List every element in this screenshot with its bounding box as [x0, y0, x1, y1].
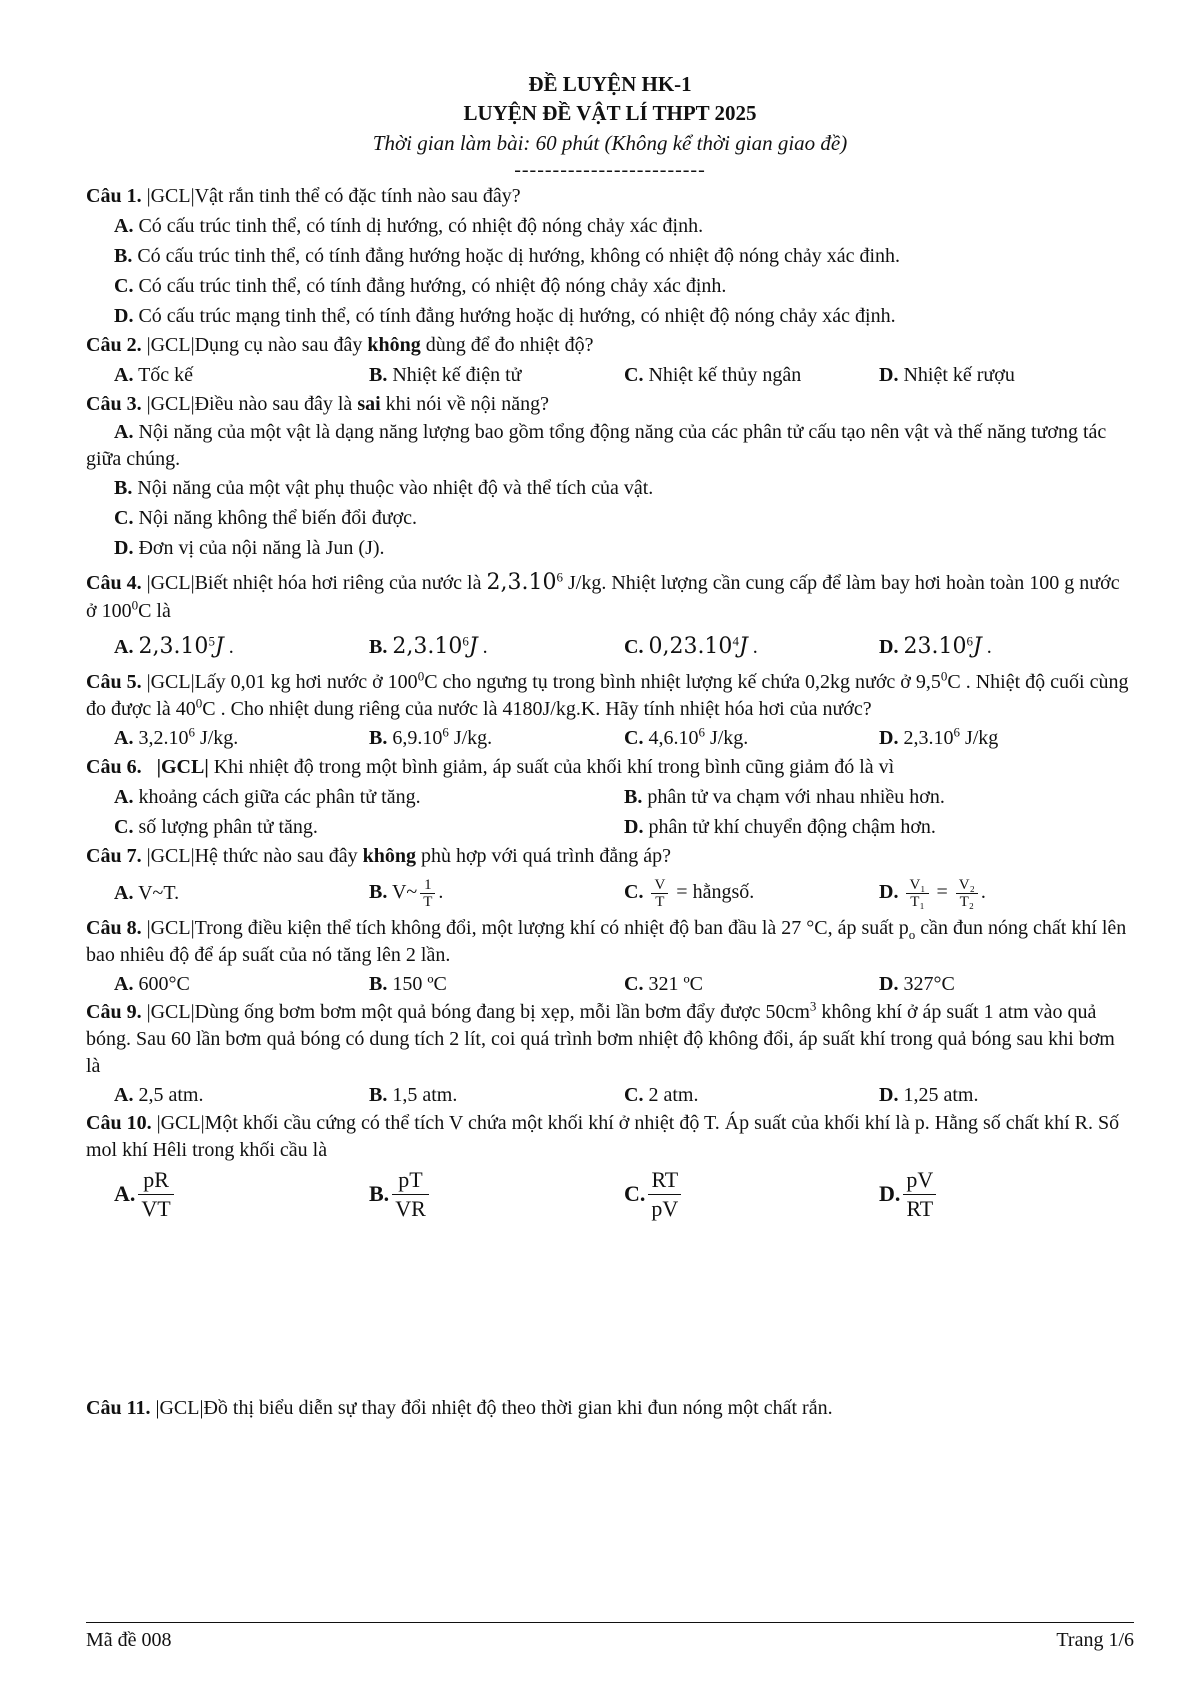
- q8-option-c: C. 321 ºC: [624, 973, 703, 995]
- q5-options: [114, 723, 1134, 753]
- q2-option-d: D. Nhiệt kế rượu: [879, 364, 1015, 386]
- exam-code: Mã đề 008: [86, 1629, 172, 1651]
- q8-option-b: B. 150 ºC: [369, 973, 447, 995]
- question-5: Câu 5. |GCL|Lấy 0,01 kg hơi nước ở $100^0C$ cho ngưng tụ trong bình nhiệt lượng kế chứa 0,2kg nước ở $9,5^0C$ . Nhiệt độ cuối cùng đo được là $40^0C$ . Cho nhiệt dung riêng của nước là 4180J/kg.K. Hãy tính nhiệt hóa hơi của nước?: [86, 668, 1129, 720]
- q10-option-a: A. $\frac{pR}{VT}$: [114, 1166, 369, 1223]
- q4-option-c: C. 0,23.10$^4$J .: [624, 633, 758, 659]
- q4-option-a: A. 2,3.10$^5$J .: [114, 633, 234, 659]
- q2-option-c: C. Nhiệt kế thủy ngân: [624, 364, 802, 386]
- q6-options-row2: [114, 812, 1134, 842]
- q8-option-a: A. 600°C: [114, 973, 190, 995]
- q1-option-b: B. Có cấu trúc tinh thể, có tính đẳng hướng hoặc dị hướng, không có nhiệt độ nóng chảy xác đinh.: [114, 245, 901, 267]
- q4-option-b: B. 2,3.10$^6$J .: [369, 633, 488, 659]
- q5-option-c: C. 4,6.10$^6$ J/kg.: [624, 724, 749, 749]
- page-footer: [86, 1622, 1134, 1655]
- q2-option-b: B. Nhiệt kế điện tử: [369, 364, 522, 386]
- question-7: Câu 7. |GCL|Hệ thức nào sau đây không phù hợp với quá trình đẳng áp?: [86, 845, 671, 867]
- q5-option-a: A. 3,2.10$^6$ J/kg.: [114, 724, 239, 749]
- q9-option-a: A. 2,5 atm.: [114, 1084, 204, 1106]
- q9-options: [114, 1080, 1134, 1110]
- exam-title: ĐỀ LUYỆN HK-1: [528, 72, 692, 96]
- q6-option-a: A. khoảng cách giữa các phân tử tăng.: [114, 786, 421, 808]
- q7-c-fraction: $\frac{V}{T}$: [651, 877, 668, 910]
- q7-option-c: C. $\frac{V}{T}$ = hằngsố.: [624, 876, 755, 910]
- q3-option-c: C. Nội năng không thể biến đổi được.: [114, 507, 418, 529]
- q9-option-d: D. 1,25 atm.: [879, 1084, 979, 1106]
- q4-options: [114, 625, 1134, 669]
- q5-option-b: B. 6,9.10$^6$ J/kg.: [369, 724, 493, 749]
- q10-c-fraction: $\frac{RT}{pV}$: [648, 1166, 681, 1223]
- q7-option-a: A. V~T.: [114, 882, 180, 904]
- question-8: Câu 8. |GCL|Trong điều kiện thể tích không đổi, một lượng khí có nhiệt độ ban đầu là 27 °C, áp suất $p_o$ cần đun nóng chất khí lên bao nhiêu độ để áp suất của nó tăng lên 2 lần.: [86, 917, 1127, 966]
- q6-option-b: B. phân tử va chạm với nhau nhiều hơn.: [624, 786, 945, 808]
- q9-option-b: B. 1,5 atm.: [369, 1084, 458, 1106]
- exam-page: [86, 70, 1134, 1423]
- q8-options: [114, 969, 1134, 999]
- q10-options: [114, 1164, 1134, 1224]
- q7-b-fraction: $\frac{1}{T}$: [420, 877, 435, 910]
- exam-header: [86, 70, 1134, 182]
- q10-b-fraction: $\frac{pT}{VR}$: [392, 1166, 429, 1223]
- q7-option-d: D. $\frac{\text{V₁}}{\text{T₁}}$ = $\frac{\text{V₂}}{\text{T₂}}$ .: [879, 876, 986, 910]
- q6-option-d: D. phân tử khí chuyển động chậm hơn.: [624, 816, 936, 838]
- question-4: Câu 4. |GCL|Biết nhiệt hóa hơi riêng của nước là 2,3.10$^6$ J/kg. Nhiệt lượng cần cung cấp để làm bay hơi hoàn toàn 100 g nước ở $100^0C$ là: [86, 569, 1120, 622]
- q2-options: [114, 360, 1134, 390]
- q10-option-d: D. $\frac{pV}{RT}$: [879, 1166, 1134, 1223]
- q3-option-b: B. Nội năng của một vật phụ thuộc vào nhiệt độ và thể tích của vật.: [114, 477, 654, 499]
- question-6: Câu 6. |GCL| Khi nhiệt độ trong một bình giảm, áp suất của khối khí trong bình cũng giảm đó là vì: [86, 756, 895, 778]
- q7-options: [114, 871, 1134, 915]
- exam-subtitle: LUYỆN ĐỀ VẬT LÍ THPT 2025: [463, 101, 757, 125]
- exam-time: Thời gian làm bài: 60 phút (Không kể thời gian giao đề): [372, 131, 848, 155]
- question-10: Câu 10. |GCL|Một khối cầu cứng có thể tích V chứa một khối khí ở nhiệt độ T. Áp suất của khối khí là p. Hằng số chất khí R. Số mol khí Hêli trong khối cầu là: [86, 1112, 1120, 1161]
- q6-option-c: C. số lượng phân tử tăng.: [114, 816, 318, 838]
- question-2: Câu 2. |GCL|Dụng cụ nào sau đây không dùng để đo nhiệt độ?: [86, 334, 594, 356]
- q1-option-a: A. Có cấu trúc tinh thể, có tính dị hướng, có nhiệt độ nóng chảy xác định.: [114, 215, 704, 237]
- question-11: Câu 11. |GCL|Đồ thị biểu diễn sự thay đổi nhiệt độ theo thời gian khi đun nóng một chất rắn.: [86, 1397, 833, 1419]
- q10-a-fraction: $\frac{pR}{VT}$: [138, 1166, 173, 1223]
- q8-option-d: D. 327°C: [879, 973, 955, 995]
- q3-option-a: A. Nội năng của một vật là dạng năng lượng bao gồm tổng động năng của các phân tử cấu tạo nên vật và thế năng tương tác giữa chúng.: [86, 421, 1107, 470]
- q2-option-a: A. Tốc kế: [114, 364, 194, 386]
- q7-d-fraction-1: $\frac{\text{V₁}}{\text{T₁}}$: [906, 877, 928, 910]
- question-9: Câu 9. |GCL|Dùng ống bơm bơm một quả bóng đang bị xẹp, mỗi lần bơm đẩy được $50cm^3$ không khí ở áp suất 1 atm vào quả bóng. Sau 60 lần bơm quả bóng có dung tích 2 lít, coi quá trình bơm nhiệt độ không đổi, áp suất khí trong quả bóng sau khi bơm là: [86, 998, 1115, 1077]
- q10-option-b: B. $\frac{pT}{VR}$: [369, 1166, 624, 1223]
- question-1: Câu 1. |GCL|Vật rắn tinh thể có đặc tính nào sau đây?: [86, 185, 521, 207]
- question-3: Câu 3. |GCL|Điều nào sau đây là sai khi nói về nội năng?: [86, 393, 549, 415]
- page-number: Trang 1/6: [1056, 1629, 1134, 1651]
- q4-option-d: D. 23.10$^6$J .: [879, 633, 992, 659]
- q1-option-d: D. Có cấu trúc mạng tinh thể, có tính đẳng hướng hoặc dị hướng, có nhiệt độ nóng chảy xác định.: [114, 305, 896, 327]
- q7-d-fraction-2: $\frac{\text{V₂}}{\text{T₂}}$: [956, 877, 978, 910]
- q6-options-row1: [114, 782, 1134, 812]
- q10-d-fraction: $\frac{pV}{RT}$: [903, 1166, 936, 1223]
- q1-option-c: C. Có cấu trúc tinh thể, có tính đẳng hướng, có nhiệt độ nóng chảy xác định.: [114, 275, 727, 297]
- q3-option-d: D. Đơn vị của nội năng là Jun (J).: [114, 537, 385, 559]
- q5-option-d: D. 2,3.10$^6$ J/kg: [879, 724, 999, 749]
- q7-option-b: B. V~ $\frac{1}{T}$ .: [369, 876, 444, 910]
- q10-option-c: C. $\frac{RT}{pV}$: [624, 1166, 879, 1223]
- q9-option-c: C. 2 atm.: [624, 1084, 699, 1106]
- header-divider: -------------------------: [514, 159, 706, 181]
